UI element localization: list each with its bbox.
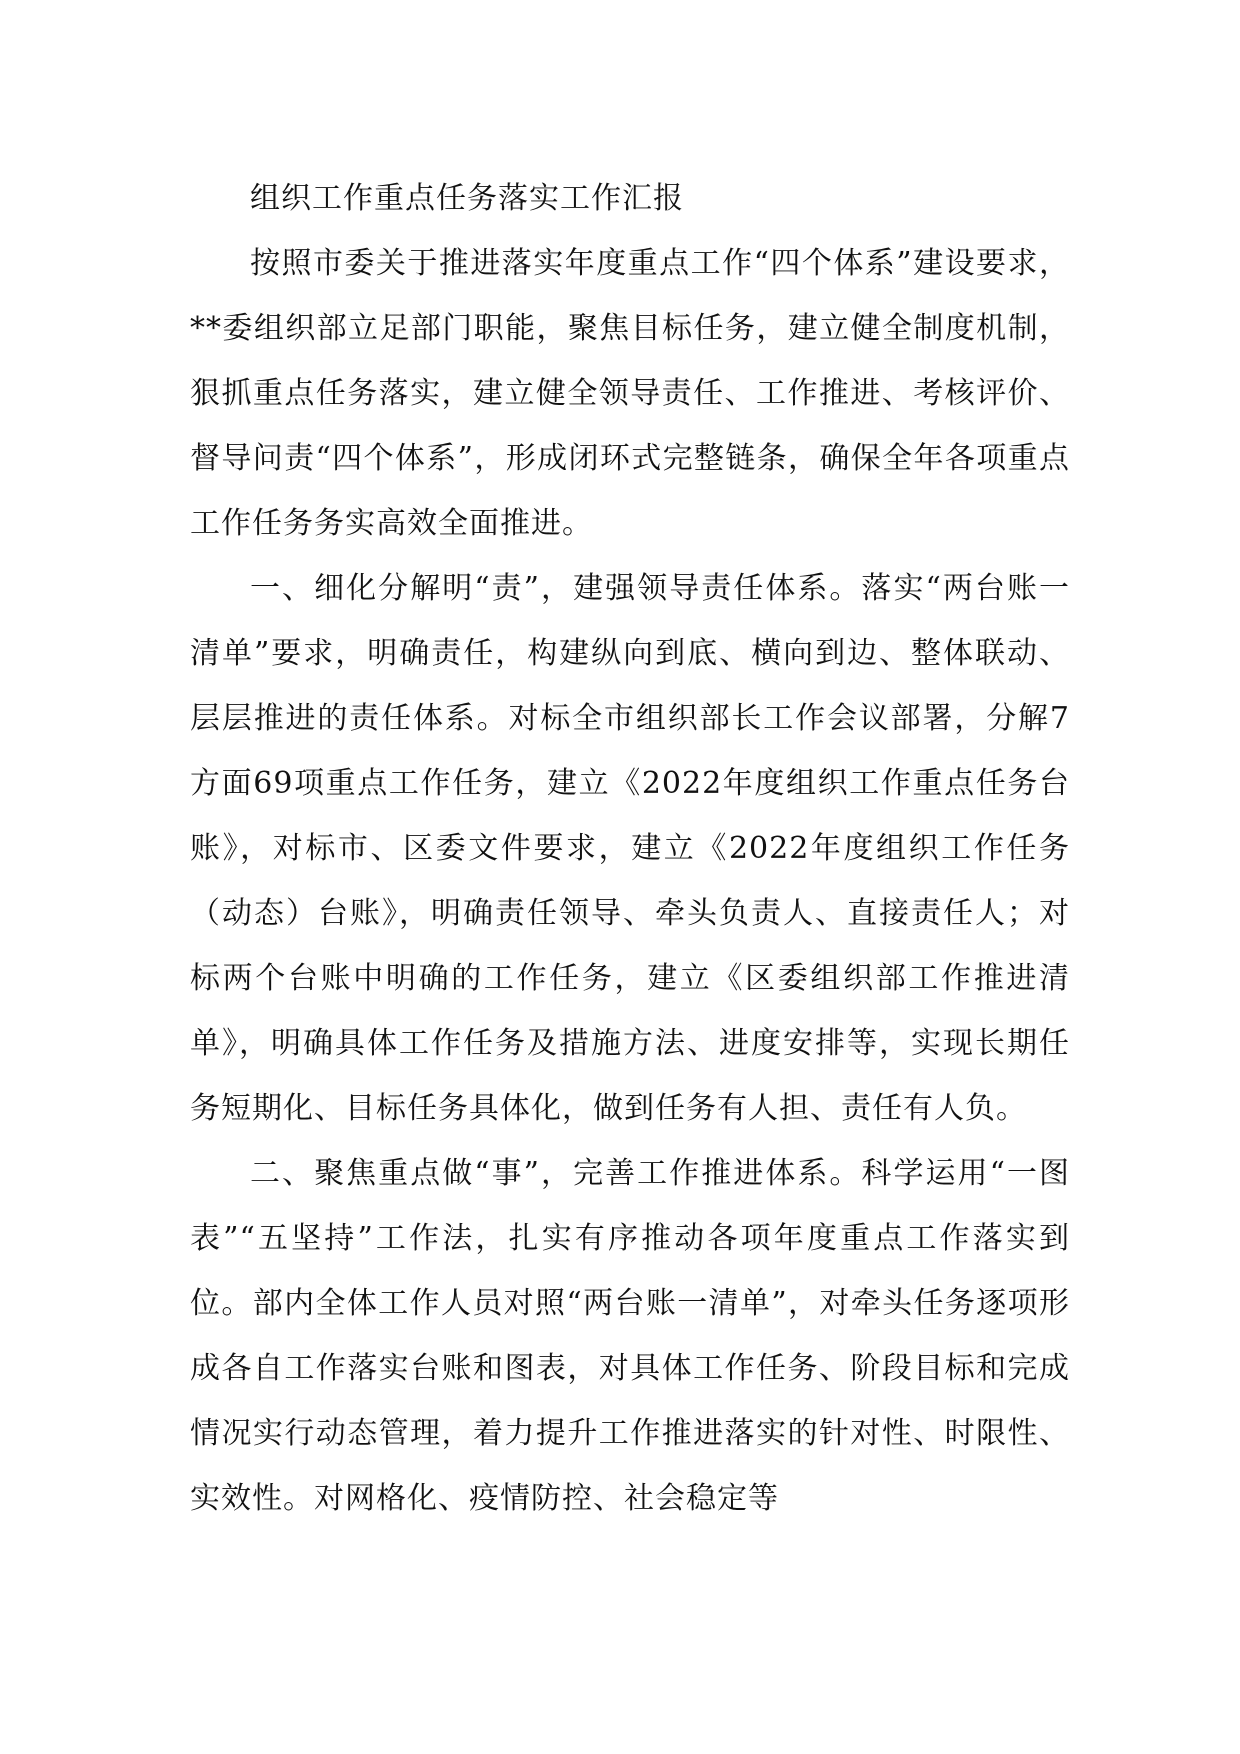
- paragraph-intro: 按照市委关于推进落实年度重点工作“四个体系”建设要求，**委组织部立足部门职能，聚焦目标任务，建立健全制度机制，狠抓重点任务落实，建立健全领导责任、工作推进、考核评价、督导问责“四个体系”，形成闭环式完整链条，确保全年各项重点工作任务务实高效全面推进。: [190, 246, 1070, 541]
- paragraph-section-one: 一、细化分解明“责”，建强领导责任体系。落实“两台账一清单”要求，明确责任，构建纵向到底、横向到边、整体联动、层层推进的责任体系。对标全市组织部长工作会议部署，分解7方面69项重点工作任务，建立《2022年度组织工作重点任务台账》，对标市、区委文件要求，建立《2022年度组织工作任务（动态）台账》，明确责任领导、牵头负责人、直接责任人；对标两个台账中明确的工作任务，建立《区委组织部工作推进清单》，明确具体工作任务及措施方法、进度安排等，实现长期任务短期化、目标任务具体化，做到任务有人担、责任有人负。: [190, 571, 1070, 1126]
- document-title: 组织工作重点任务落实工作汇报: [250, 181, 684, 216]
- document-body: [190, 166, 1070, 1531]
- paragraph-section-two: 二、聚焦重点做“事”，完善工作推进体系。科学运用“一图表”“五坚持”工作法，扎实有序推动各项年度重点工作落实到位。部内全体工作人员对照“两台账一清单”，对牵头任务逐项形成各自工作落实台账和图表，对具体工作任务、阶段目标和完成情况实行动态管理，着力提升工作推进落实的针对性、时限性、实效性。对网格化、疫情防控、社会稳定等: [190, 1156, 1070, 1516]
